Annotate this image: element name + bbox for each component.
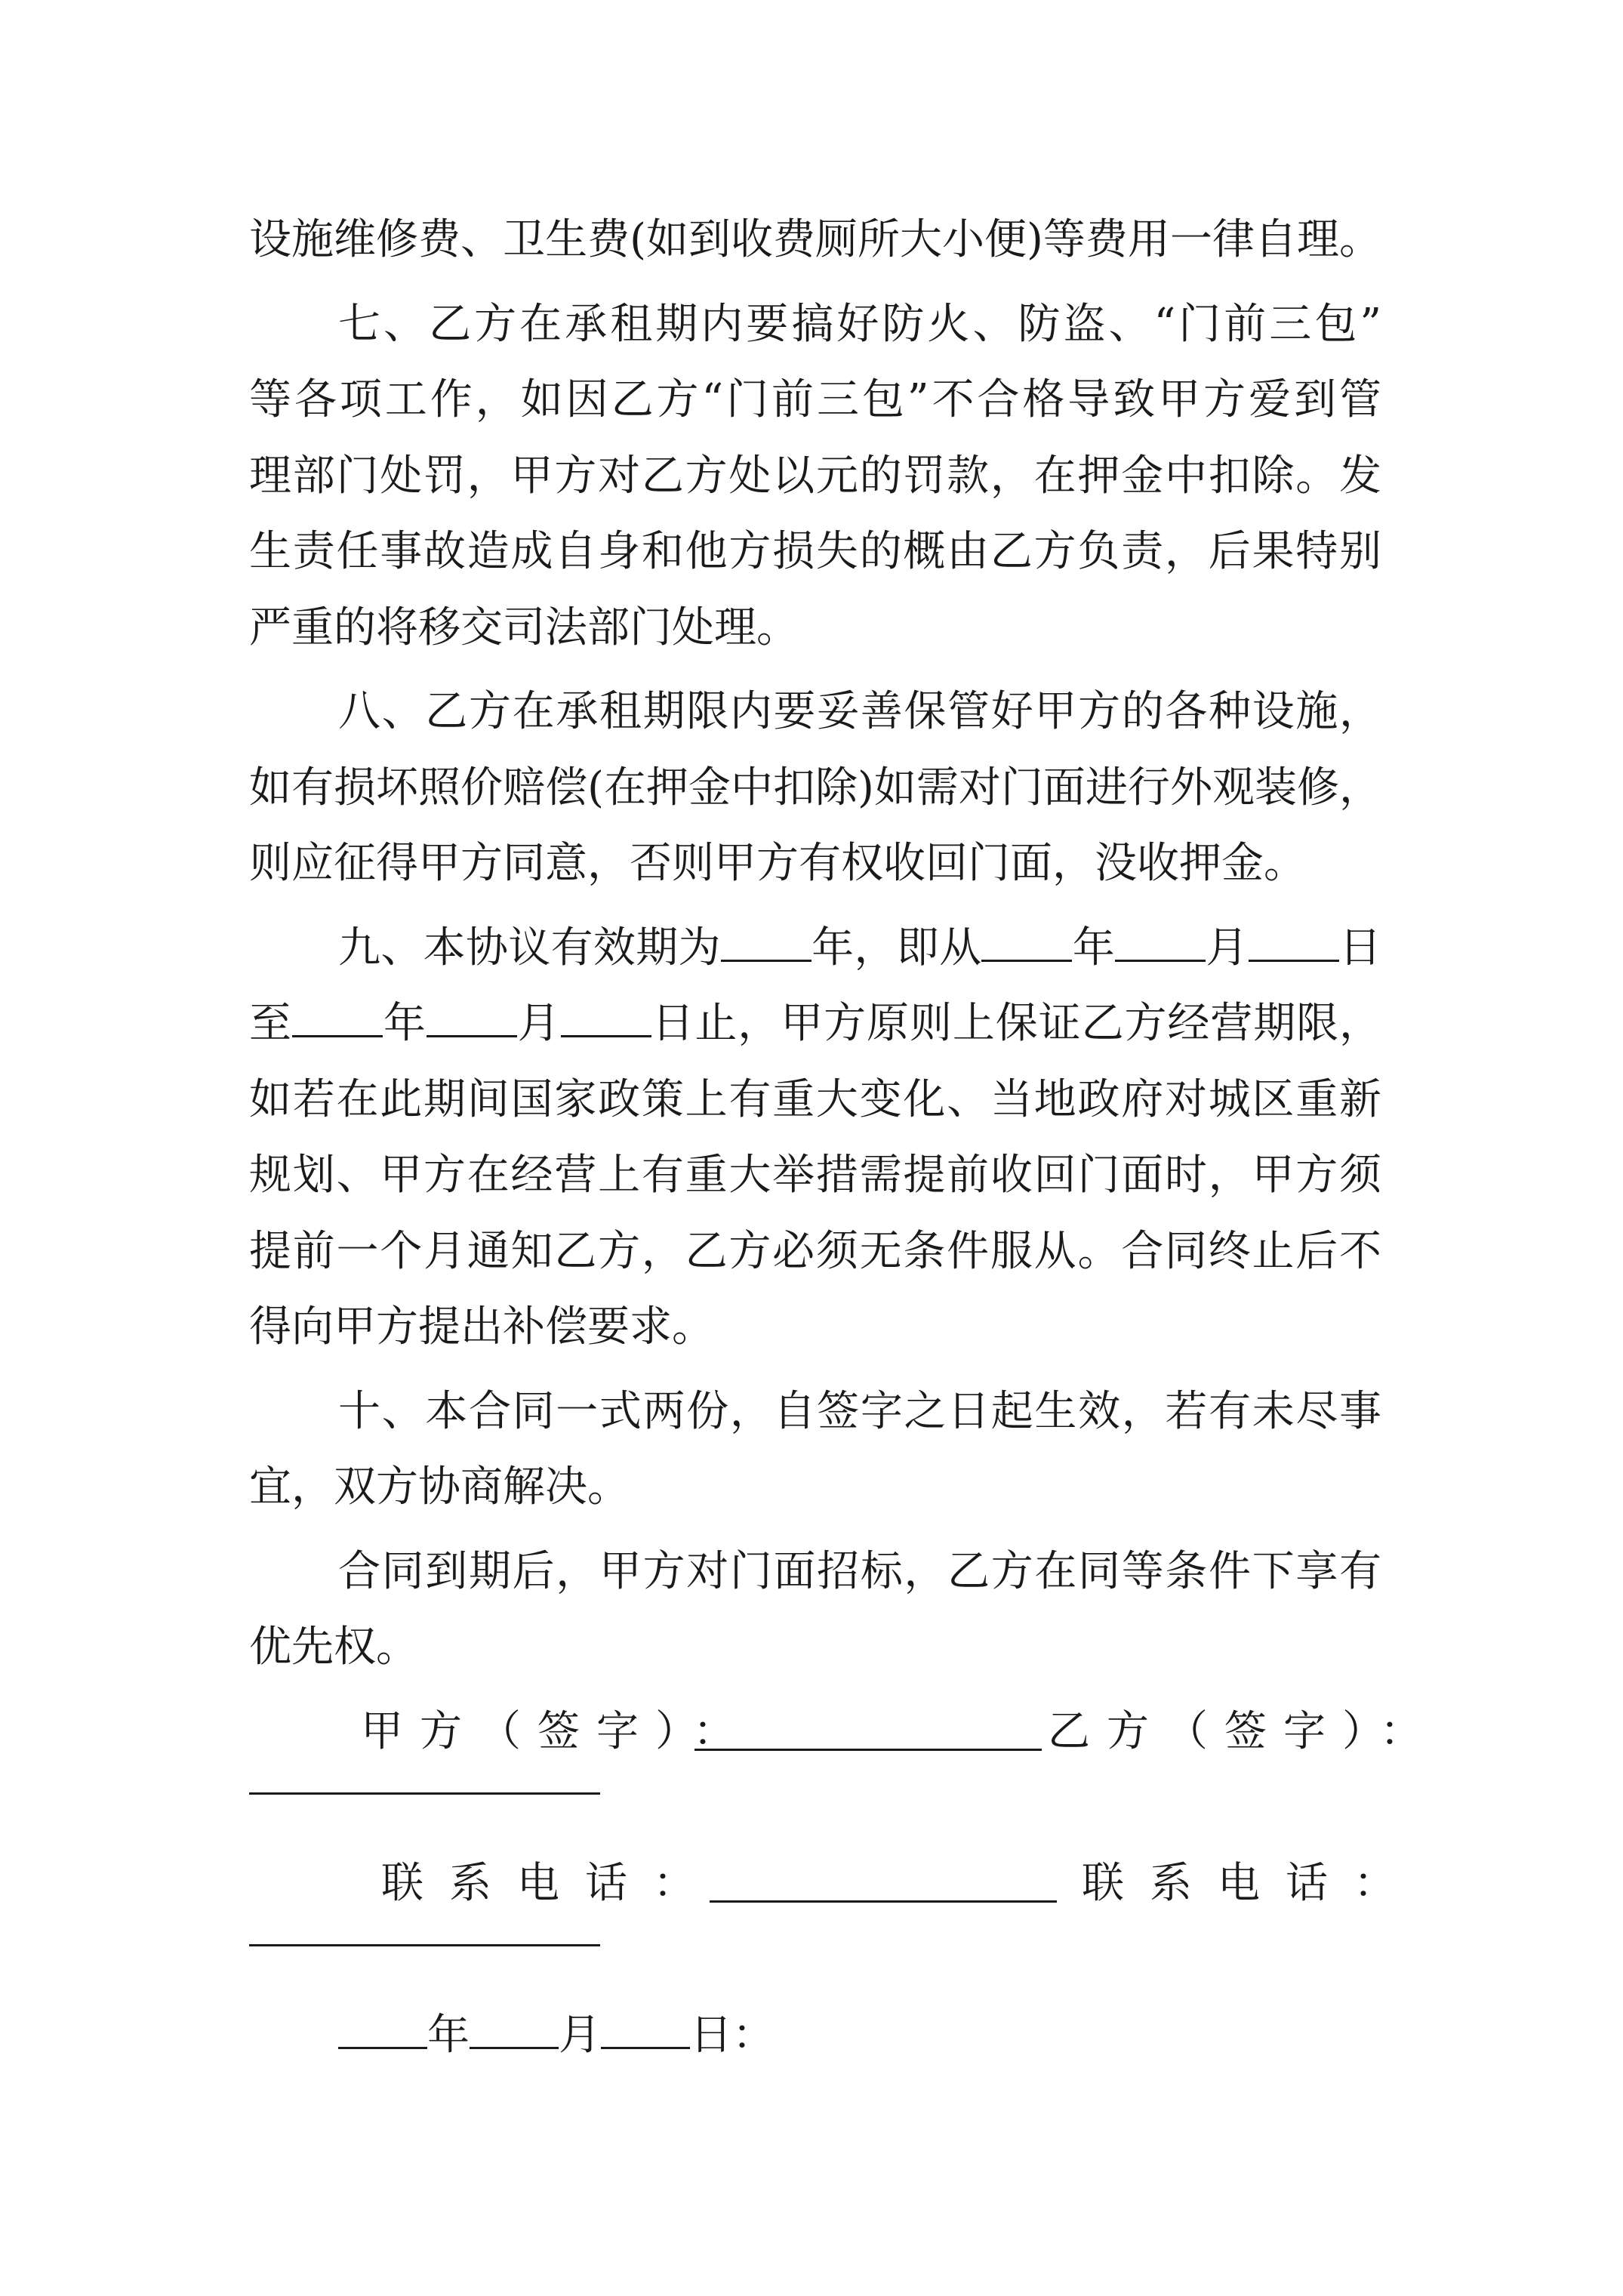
clause-7-line-1: 七、乙方在承租期内要搞好防火、防盗、“门前三包” (338, 299, 1381, 349)
expiry-line-1: 合同到期后，甲方对门面招标，乙方在同等条件下享有 (338, 1546, 1381, 1596)
clause-9-line-5: 提前一个月通知乙方，乙方必须无条件服从。合同终止后不 (249, 1226, 1381, 1276)
clause-9-text-2: 年，即从 (811, 923, 982, 972)
clause-7-line-2: 等各项工作，如因乙方“门前三包”不合格导致甲方爱到管 (249, 375, 1381, 424)
date-day-blank[interactable] (601, 2017, 690, 2049)
clause-9-text-5: 日 (1338, 923, 1382, 972)
signature-row (249, 1694, 1439, 1771)
date-month-blank[interactable] (470, 2017, 559, 2049)
phone-row (249, 1846, 1421, 1922)
clause-9-line-1 (249, 911, 1381, 987)
expiry-line-2: 优先权。 (249, 1623, 418, 1672)
party-b-phone-field[interactable] (249, 1944, 600, 1946)
clause-9-line-4: 规划、甲方在经营上有重大举措需提前收回门面时，甲方须 (249, 1151, 1381, 1200)
clause-8-line-2: 如有损坏照价赔偿(在押金中扣除)如需对门面进行外观装修， (249, 763, 1381, 812)
start-month-blank[interactable] (1115, 929, 1206, 962)
start-day-blank[interactable] (1249, 929, 1339, 962)
date-month-label: 月 (559, 2010, 601, 2060)
clause-7-line-5: 严重的将移交司法部门处理。 (249, 603, 799, 652)
clause-9-line-6: 得向甲方提出补偿要求。 (249, 1302, 714, 1351)
clause-7-line-4: 生责任事故造成自身和他方损失的概由乙方负责，后果特别 (249, 527, 1381, 576)
clause-9-line-3: 如若在此期间国家政策上有重大变化、当地政府对城区重新 (249, 1074, 1381, 1124)
clause-10-line-1: 十、本合同一式两份，自签字之日起生效，若有未尽事 (338, 1386, 1381, 1436)
party-a-phone-field[interactable] (710, 1900, 1057, 1903)
date-year-blank[interactable] (338, 2017, 427, 2049)
clause-8-line-1: 八、乙方在承租期限内要妥善保管好甲方的各种设施， (338, 687, 1381, 736)
clause-9-line-2 (249, 986, 1381, 1062)
party-b-phone-row (249, 1922, 1381, 1998)
clause-7-line-3: 理部门处罚，甲方对乙方处以元的罚款，在押金中扣除。发 (249, 451, 1381, 501)
party-a-signature-label: 甲方（签字）： (361, 1706, 752, 1756)
start-year-blank[interactable] (981, 929, 1072, 962)
party-b-signature-row (249, 1770, 1381, 1846)
clause-9-text-9: 日止，甲方原则上保证乙方经营期限， (651, 999, 1382, 1048)
end-year-blank[interactable] (292, 1005, 383, 1037)
end-day-blank[interactable] (561, 1005, 651, 1037)
clause-9-text-1: 九、本协议有效期为 (338, 923, 721, 972)
clause-9-text-3: 年 (1072, 923, 1116, 972)
party-b-phone-label: 联系电话： (1082, 1858, 1421, 1908)
clause-6-tail: 设施维修费、卫生费(如到收费厕所大小便)等费用一律自理。 (249, 215, 1381, 264)
clause-9-text-6: 至 (249, 999, 292, 1048)
clause-9-text-4: 月 (1206, 923, 1249, 972)
date-day-label: 日： (690, 2010, 775, 2060)
end-month-blank[interactable] (427, 1005, 517, 1037)
party-b-signature-field[interactable] (249, 1792, 600, 1795)
party-a-signature-field[interactable] (694, 1749, 1042, 1751)
clause-8-line-3: 则应征得甲方同意，否则甲方有权收回门面，没收押金。 (249, 839, 1306, 888)
clause-10-line-2: 宜，双方协商解决。 (249, 1462, 630, 1512)
date-year-label: 年 (427, 2010, 470, 2060)
party-a-phone-label: 联系电话： (381, 1858, 721, 1908)
date-line (249, 1998, 1381, 2074)
term-years-blank[interactable] (721, 929, 812, 962)
clause-9-text-8: 月 (516, 999, 561, 1048)
party-b-signature-label: 乙方（签字）： (1048, 1706, 1439, 1756)
clause-9-text-7: 年 (382, 999, 427, 1048)
document-text (249, 202, 1439, 2073)
